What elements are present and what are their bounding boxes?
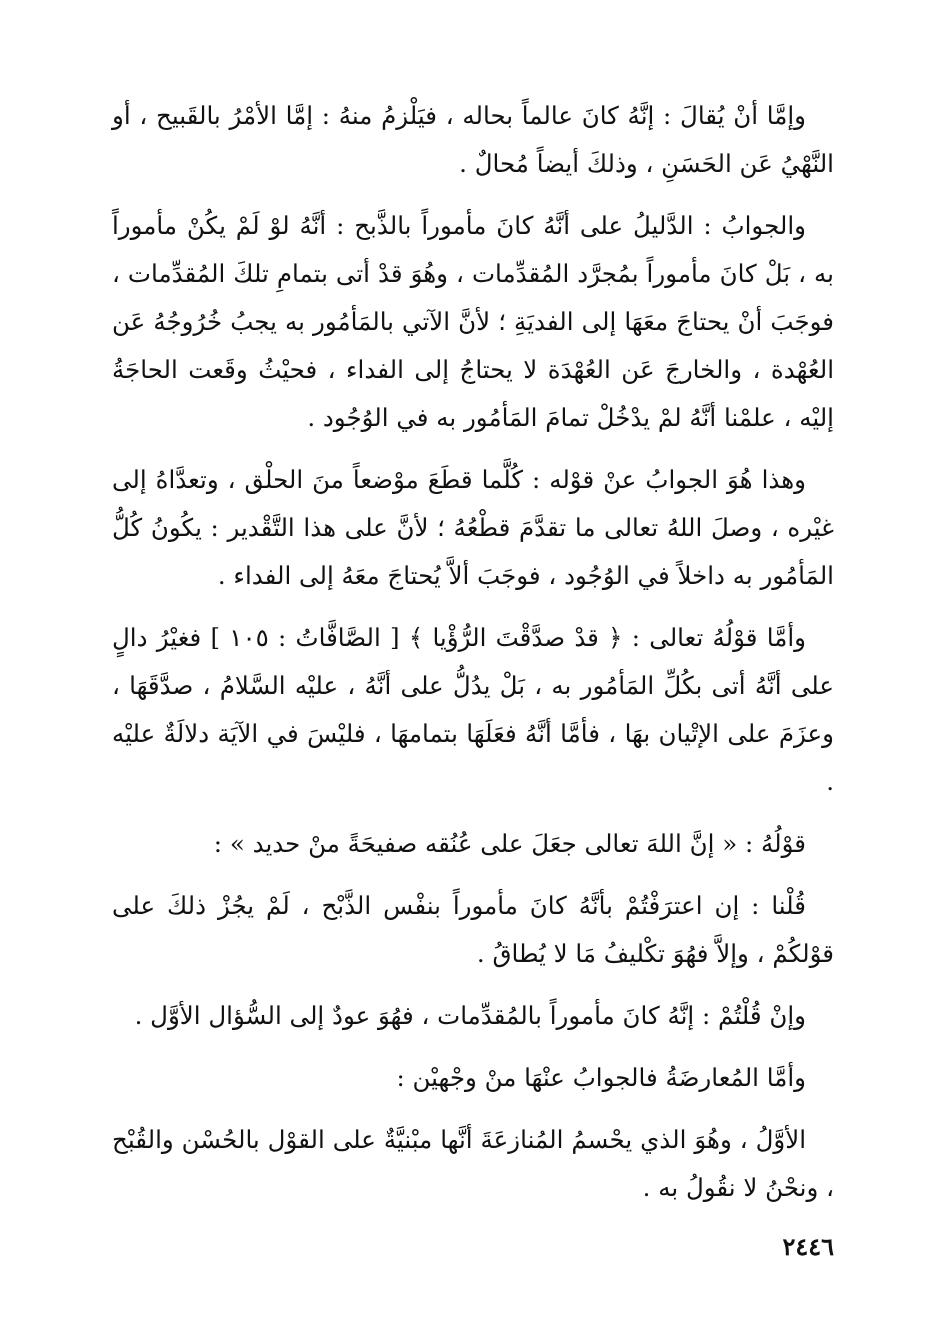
paragraph-8: وأمَّا المُعارضَةُ فالجوابُ عنْهَا منْ وجْهيْن :	[396, 1063, 806, 1092]
paragraph-7: وإنْ قُلْتُمْ : إنَّهُ كانَ مأموراً بالمُقدِّمات ، فهُوَ عودٌ إلى السُّؤال الأوَّل .	[134, 1001, 806, 1030]
body-text	[112, 92, 834, 1226]
paragraph-3: وهذا هُوَ الجوابُ عنْ قوْله : كُلَّما قطَعَ موْضعاً منَ الحلْق ، وتعدَّاهُ إلى غيْره ، وصلَ اللهُ تعالى ما تقدَّمَ قطْعُهُ ؛ لأنَّ على هذا التَّقْدير : يكُونُ كُلُّ المَأمُور به داخلاً في الوُجُود ، فوجَبَ ألاَّ يُحتاجَ معَهُ إلى الفداء .	[112, 465, 834, 590]
paragraph-6: قُلْنا : إن اعترَفْتُمْ بأنَّهُ كانَ مأموراً بنفْس الذَّبْح ، لَمْ يجُزْ ذلكَ على قوْلكُمْ ، وإلاَّ فهُوَ تكْليفُ مَا لا يُطاقُ .	[112, 891, 834, 968]
paragraph-2: والجوابُ : الدَّليلُ على أنَّهُ كانَ مأموراً بالذَّبح : أنَّهُ لوْ لَمْ يكُنْ مأموراً به ، بَلْ كانَ مأموراً بمُجرَّد المُقدِّمات ، وهُوَ قدْ أتى بتمامِ تلكَ المُقدِّمات ، فوجَبَ أنْ يحتاجَ معَهَا إلى الفديَةِ ؛ لأنَّ الآتي بالمَأمُور به يجبُ خُرُوجُهُ عَن العُهْدة ، والخارجَ عَن العُهْدَة لا يحتاجُ إلى الفداء ، فحيْثُ وقَعت الحاجَةُ إليْه ، علمْنا أنَّهُ لمْ يدْخُلْ تمامَ المَأمُور به في الوُجُود .	[112, 211, 834, 432]
paragraph-5: قوْلُهُ : « إنَّ اللهَ تعالى جعَلَ على عُنُقه صفيحَةً منْ حديد » :	[213, 829, 806, 858]
paragraph-4: وأمَّا قوْلُهُ تعالى : ﴿ قدْ صدَّقْتَ الرُّؤْيا ﴾ [ الصَّافَّاتُ : ١٠٥ ] فغيْرُ دالٍ على أنَّهُ أتى بكُلِّ المَأمُور به ، بَلْ يدُلُّ على أنَّهُ ، عليْه السَّلامُ ، صدَّقَهَا ، وعزَمَ على الإتْيان بهَا ، فأمَّا أنَّهُ فعَلَهَا بتمامهَا ، فليْسَ في الآيَة دلالَةٌ عليْه .	[112, 623, 834, 796]
paragraph-1: وإمَّا أنْ يُقالَ : إنَّهُ كانَ عالماً بحاله ، فيَلْزمُ منهُ : إمَّا الأمْرُ بالقَبيح ، أو النَّهْيُ عَن الحَسَنِ ، وذلكَ أيضاً مُحالٌ .	[112, 101, 834, 178]
page-number: ٢٤٤٦	[782, 1232, 834, 1261]
paragraph-9: الأوَّلُ ، وهُوَ الذي يحْسمُ المُنازعَةَ أنَّها مبْنيَّةٌ على القوْل بالحُسْن والقُبْح ، ونحْنُ لا نقُولُ به .	[112, 1125, 834, 1202]
